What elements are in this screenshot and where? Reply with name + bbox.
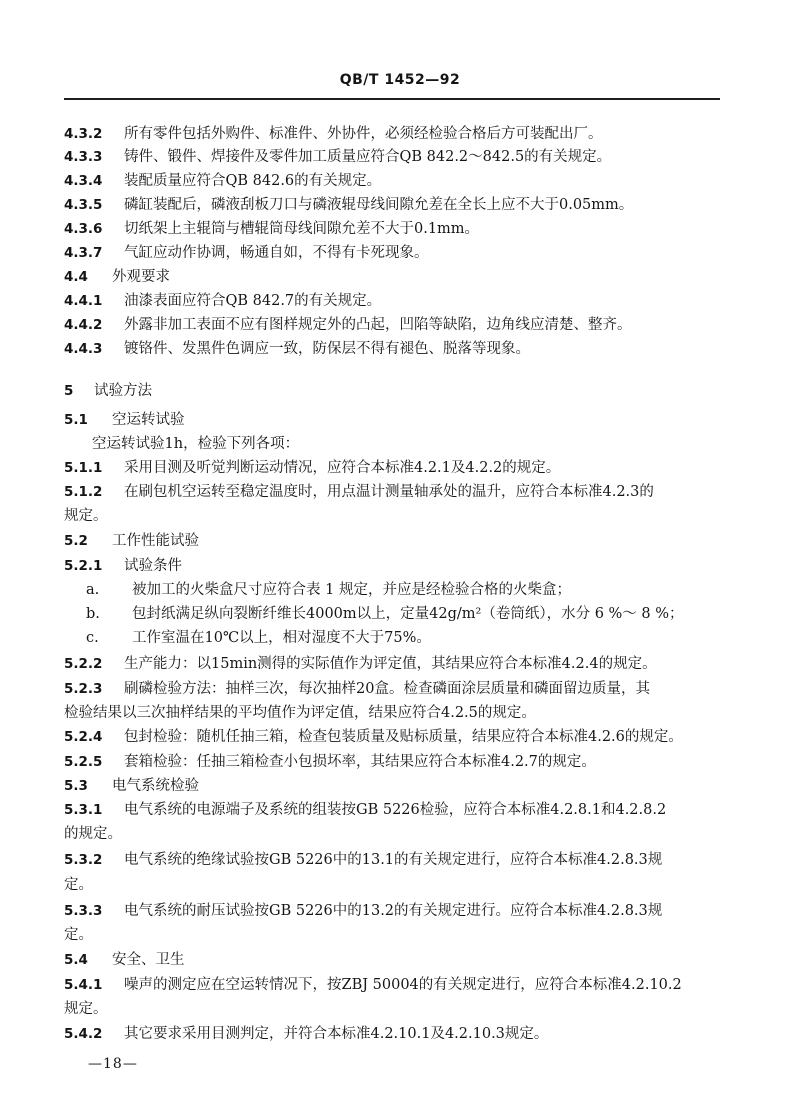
clause-line xyxy=(64,195,736,215)
clause-text: 包封纸满足纵向裂断纤维长4000m以上，定量42g/m²（卷筒纸），水分 6 %～ 8 %； xyxy=(132,606,684,622)
clause-text: 采用目测及听觉判断运动情况，应符合本标准4.2.1及4.2.2的规定。 xyxy=(124,460,561,476)
clause-number: 5.1.2 xyxy=(64,484,103,500)
clause-text: 套箱检验：任抽三箱检查小包损坏率，其结果应符合本标准4.2.7的规定。 xyxy=(124,754,596,770)
clause-line xyxy=(64,901,736,921)
clause-line xyxy=(64,654,736,674)
clause-line xyxy=(64,752,736,772)
clause-text: 工作性能试验 xyxy=(112,533,199,549)
clause-text: 在刷包机空运转至稳定温度时，用点温计测量轴承处的温升，应符合本标准4.2.3的 xyxy=(124,484,654,500)
clause-text: 镀铬件、发黑件色调应一致，防保层不得有褪色、脱落等现象。 xyxy=(124,341,530,357)
clause-text: 电气系统的绝缘试验按GB 5226中的13.1的有关规定进行，应符合本标准4.2.8.3规 xyxy=(124,852,663,868)
clause-number: 5.1 xyxy=(64,412,88,428)
clause-text: 定。 xyxy=(64,927,93,943)
clause-text: 的规定。 xyxy=(64,826,122,842)
clause-text: 电气系统的耐压试验按GB 5226中的13.2的有关规定进行。应符合本标准4.2.8.3规 xyxy=(124,903,663,919)
clause-number: 4.3.6 xyxy=(64,221,103,237)
clause-text: 安全、卫生 xyxy=(112,952,185,968)
clause-line xyxy=(64,124,736,144)
clause-text: 磷缸装配后，磷液刮板刀口与磷液辊母线间隙允差在全长上应不大于0.05mm。 xyxy=(124,197,634,213)
clause-text: 空运转试验1h，检验下列各项： xyxy=(92,436,300,452)
clause-line xyxy=(64,850,736,870)
list-item xyxy=(64,580,736,600)
clause-number: 4.4.3 xyxy=(64,341,103,357)
clause-line xyxy=(64,339,736,359)
clause-text: 空运转试验 xyxy=(112,412,185,428)
clause-text: 试验方法 xyxy=(94,383,152,399)
clause-line xyxy=(64,410,736,430)
clause-text: 外露非加工表面不应有图样规定外的凸起，凹陷等缺陷，边角线应清楚、整齐。 xyxy=(124,317,632,333)
header-rule xyxy=(64,98,720,100)
clause-text: 切纸架上主辊筒与槽辊筒母线间隙允差不大于0.1mm。 xyxy=(124,221,480,237)
clause-number: 4.4.1 xyxy=(64,293,103,309)
clause-line xyxy=(64,147,736,167)
clause-number: 5.2.4 xyxy=(64,729,103,745)
clause-text: 装配质量应符合QB 842.6的有关规定。 xyxy=(124,173,382,189)
clause-text: 所有零件包括外购件、标准件、外协件，必须经检验合格后方可装配出厂。 xyxy=(124,126,603,142)
clause-number: 5.4.2 xyxy=(64,1026,103,1042)
clause-text: 油漆表面应符合QB 842.7的有关规定。 xyxy=(124,293,382,309)
clause-text: 检验结果以三次抽样结果的平均值作为评定值，结果应符合4.2.5的规定。 xyxy=(64,705,536,721)
clause-text: 气缸应动作协调，畅通自如，不得有卡死现象。 xyxy=(124,245,429,261)
clause-number: 5.2.1 xyxy=(64,558,103,574)
clause-text: 包封检验：随机任抽三箱，检查包装质量及贴标质量，结果应符合本标准4.2.6的规定。 xyxy=(124,729,683,745)
continuation-line xyxy=(64,875,736,895)
clause-text: 外观要求 xyxy=(112,269,170,285)
clause-text: 噪声的测定应在空运转情况下，按ZBJ 50004的有关规定进行，应符合本标准4.2.10.2 xyxy=(124,977,682,993)
clause-text: 试验条件 xyxy=(124,558,182,574)
document-header-code: QB/T 1452—92 xyxy=(339,72,461,88)
clause-number: 5.2.3 xyxy=(64,681,103,697)
clause-text: 电气系统的电源端子及系统的组装按GB 5226检验，应符合本标准4.2.8.1和4.2.8.2 xyxy=(124,802,667,818)
clause-text: 规定。 xyxy=(64,508,108,524)
clause-line xyxy=(64,219,736,239)
clause-line xyxy=(64,776,736,796)
clause-line xyxy=(64,1024,736,1044)
clause-line xyxy=(64,171,736,191)
clause-number: 5.2.5 xyxy=(64,754,103,770)
clause-line xyxy=(64,950,736,970)
clause-number: 4.4 xyxy=(64,269,88,285)
clause-text: 刷磷检验方法：抽样三次，每次抽样20盒。检查磷面涂层质量和磷面留边质量，其 xyxy=(124,681,650,697)
clause-line xyxy=(64,975,736,995)
clause-text: 定。 xyxy=(64,877,93,893)
continuation-line xyxy=(64,999,736,1019)
clause-number: 5.2 xyxy=(64,533,88,549)
clause-number: 5.3.3 xyxy=(64,903,103,919)
continuation-line xyxy=(64,703,736,723)
clause-number: 5.4.1 xyxy=(64,977,103,993)
clause-line xyxy=(64,727,736,747)
clause-line xyxy=(64,315,736,335)
clause-number: 5.3.2 xyxy=(64,852,103,868)
clause-line xyxy=(64,556,736,576)
clause-text: 生产能力：以15min测得的实际值作为评定值，其结果应符合本标准4.2.4的规定。 xyxy=(124,656,657,672)
clause-number: 4.4.2 xyxy=(64,317,103,333)
clause-number: 5.3.1 xyxy=(64,802,103,818)
clause-line xyxy=(64,243,736,263)
clause-number: 5.2.2 xyxy=(64,656,103,672)
list-item-label: c. xyxy=(86,630,99,646)
clause-text: 铸件、锻件、焊接件及零件加工质量应符合QB 842.2～842.5的有关规定。 xyxy=(124,149,612,165)
clause-text: 其它要求采用目测判定，并符合本标准4.2.10.1及4.2.10.3规定。 xyxy=(124,1026,549,1042)
continuation-line xyxy=(64,925,736,945)
page-number: —18— xyxy=(88,1056,138,1072)
clause-text: 电气系统检验 xyxy=(112,778,199,794)
continuation-line xyxy=(64,506,736,526)
list-item xyxy=(64,604,736,624)
continuation-line xyxy=(92,434,764,454)
clause-number: 4.3.3 xyxy=(64,149,103,165)
list-item xyxy=(64,628,736,648)
clause-line xyxy=(64,381,736,401)
clause-line xyxy=(64,291,736,311)
continuation-line xyxy=(64,824,736,844)
list-item-label: b. xyxy=(86,606,100,622)
clause-number: 5.3 xyxy=(64,778,88,794)
clause-number: 4.3.2 xyxy=(64,126,103,142)
clause-text: 工作室温在10℃以上，相对湿度不大于75%。 xyxy=(132,630,431,646)
clause-line xyxy=(64,482,736,502)
clause-line xyxy=(64,267,736,287)
clause-line xyxy=(64,800,736,820)
clause-number: 5.4 xyxy=(64,952,88,968)
clause-number: 5 xyxy=(64,383,74,399)
clause-text: 被加工的火柴盒尺寸应符合表 1 规定，并应是经检验合格的火柴盒； xyxy=(132,582,571,598)
clause-line xyxy=(64,679,736,699)
clause-text: 规定。 xyxy=(64,1001,108,1017)
clause-number: 5.1.1 xyxy=(64,460,103,476)
clause-line xyxy=(64,531,736,551)
clause-line xyxy=(64,458,736,478)
clause-number: 4.3.5 xyxy=(64,197,103,213)
clause-number: 4.3.4 xyxy=(64,173,103,189)
clause-number: 4.3.7 xyxy=(64,245,103,261)
list-item-label: a. xyxy=(86,582,100,598)
